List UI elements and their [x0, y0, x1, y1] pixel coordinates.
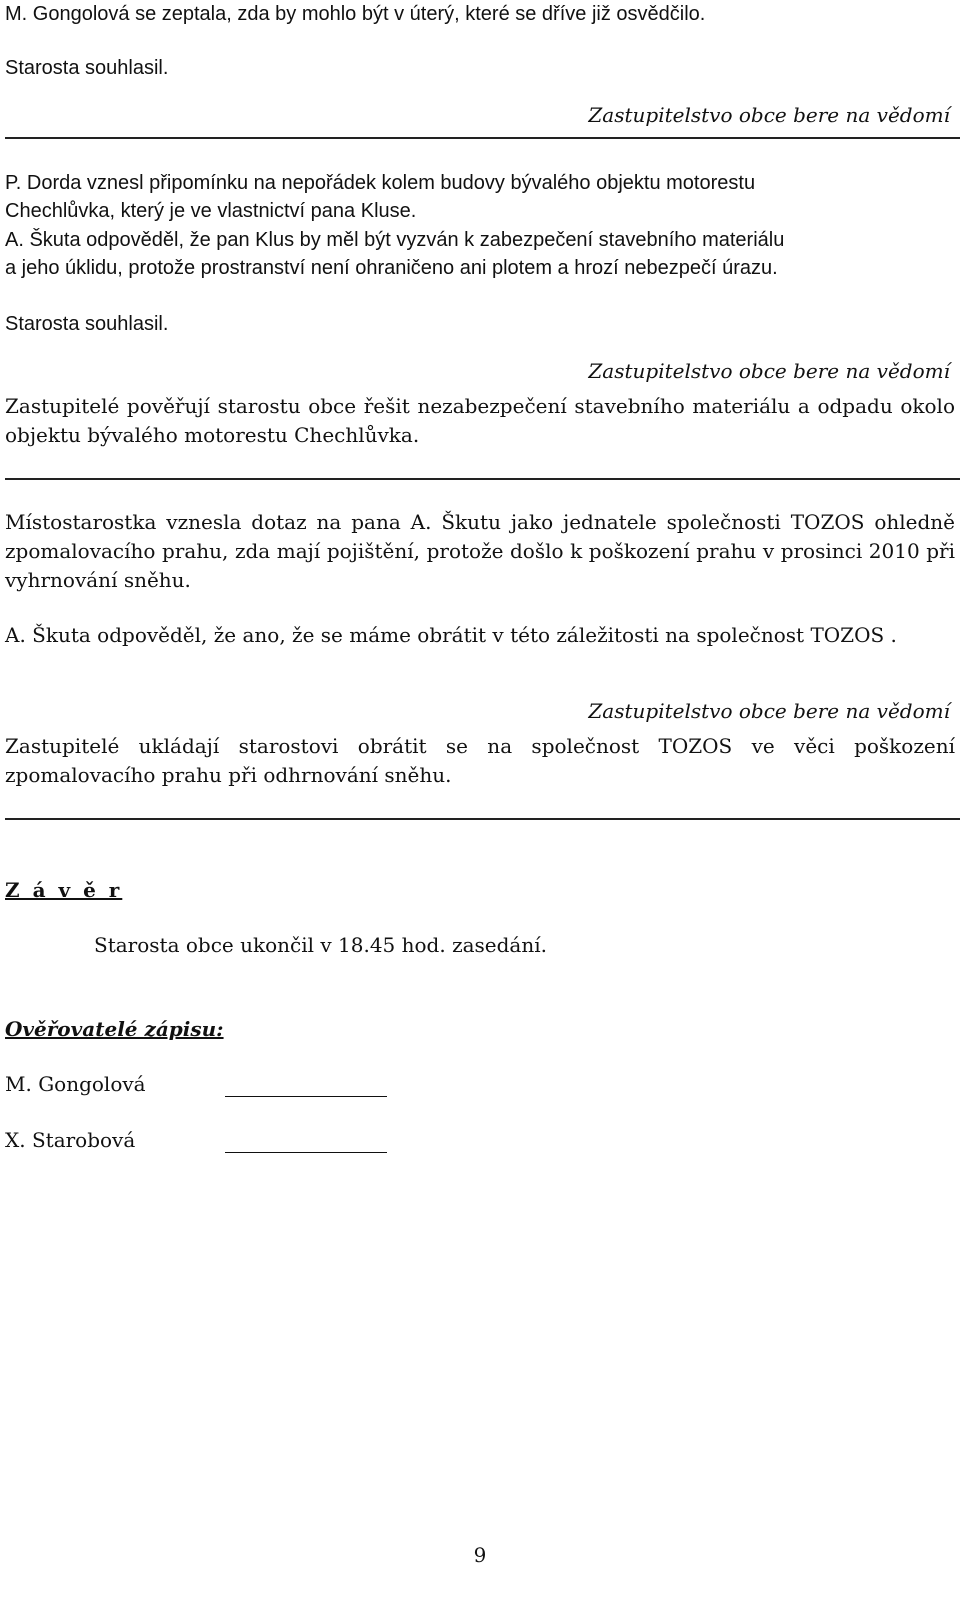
- verifier-1-name: M. Gongolová: [5, 1072, 146, 1096]
- conclusion-heading: Z á v ě r: [5, 878, 123, 902]
- dorda-remark-line-1: P. Dorda vznesl připomínku na nepořádek kolem budovy bývalého objektu motorestu: [5, 172, 756, 194]
- conclusion-text: Starosta obce ukončil v 18.45 hod. zasedání.: [94, 933, 547, 957]
- acknowledgement-note-3: Zastupitelstvo obce bere na vědomí: [588, 699, 950, 723]
- acknowledgement-note-1: Zastupitelstvo obce bere na vědomí: [588, 103, 950, 127]
- dorda-remark-line-2: Chechlůvka, který je ve vlastnictví pana Kluse.: [5, 200, 417, 222]
- section-divider-2: [5, 478, 960, 480]
- deputy-question: Místostarostka vznesla dotaz na pana A. Škutu jako jednatele společnosti TOZOS ohledně zpomalovacího prahu, zda mají pojištění, protože došlo k poškození prahu v prosinci 2010 při vyhrnování sněhu.: [5, 510, 955, 592]
- section-divider-3: [5, 818, 960, 820]
- resolution-1: Zastupitelé pověřují starostu obce řešit nezabezpečení stavebního materiálu a odpadu okolo objektu bývalého motorestu Chechlůvka.: [5, 394, 955, 447]
- verifiers-heading: Ověřovatelé zápisu:: [5, 1017, 224, 1041]
- mayor-agreed-2: Starosta souhlasil.: [5, 313, 169, 335]
- verifier-1-signature-line: [225, 1096, 387, 1097]
- mayor-agreed-1: Starosta souhlasil.: [5, 57, 169, 79]
- document-page: [5, 0, 955, 1597]
- acknowledgement-note-2: Zastupitelstvo obce bere na vědomí: [588, 359, 950, 383]
- skuta-reply-line-2: a jeho úklidu, protože prostranství není ohraničeno ani plotem a hrozí nebezpečí úrazu.: [5, 257, 778, 279]
- intro-line: M. Gongolová se zeptala, zda by mohlo být v úterý, které se dříve již osvědčilo.: [5, 3, 706, 25]
- page-number: 9: [473, 1543, 487, 1567]
- skuta-answer: A. Škuta odpověděl, že ano, že se máme obrátit v této záležitosti na společnost TOZOS .: [5, 623, 897, 647]
- verifier-2-name: X. Starobová: [5, 1128, 136, 1152]
- resolution-2: Zastupitelé ukládají starostovi obrátit se na společnost TOZOS ve věci poškození zpomalovacího prahu při odhrnování sněhu.: [5, 734, 955, 787]
- skuta-reply-line-1: A. Škuta odpověděl, že pan Klus by měl být vyzván k zabezpečení stavebního materiálu: [5, 229, 785, 251]
- verifier-2-signature-line: [225, 1152, 387, 1153]
- section-divider-1: [5, 137, 960, 139]
